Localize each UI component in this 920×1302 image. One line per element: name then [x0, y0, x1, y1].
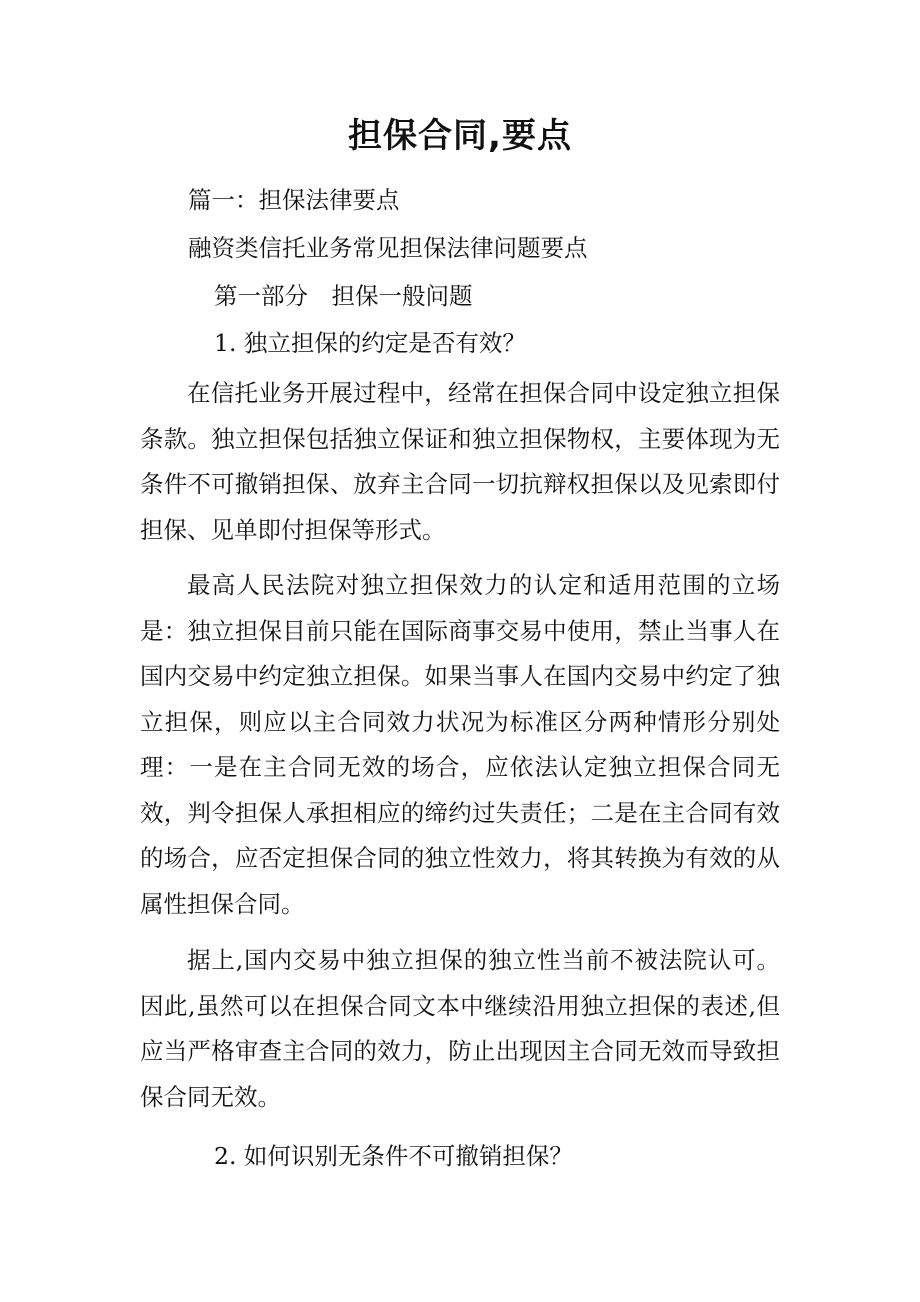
body-paragraph-2: 最高人民法院对独立担保效力的认定和适用范围的立场是：独立担保目前只能在国际商事交易中使用，禁止当事人在国内交易中约定独立担保。如果当事人在国内交易中约定了独立担保，则应以主合同效力状况为标准区分两种情形分别处理：一是在主合同无效的场合，应依法认定独立担保合同无效，判令担保人承担相应的缔约过失责任；二是在主合同有效的场合，应否定担保合同的独立性效力，将其转换为有效的从属性担保合同。: [140, 571, 780, 918]
question-heading-1: 1. 独立担保的约定是否有效？: [214, 329, 526, 357]
question-heading-2: 2. 如何识别无条件不可撤销担保？: [214, 1142, 573, 1170]
section-heading: 第一部分 担保一般问题: [214, 282, 473, 310]
body-paragraph-3: 据上,国内交易中独立担保的独立性当前不被法院认可。因此,虽然可以在担保合同文本中继续沿用独立担保的表述,但应当严格审查主合同的效力，防止出现因主合同无效而导致担保合同无效。: [140, 946, 780, 1111]
heading-part-one: 篇一：担保法律要点: [188, 186, 400, 214]
heading-topic: 融资类信托业务常见担保法律问题要点: [188, 234, 588, 262]
document-title: 担保合同,要点: [348, 116, 572, 156]
body-paragraph-1: 在信托业务开展过程中，经常在担保合同中设定独立担保条款。独立担保包括独立保证和独立担保物权，主要体现为无条件不可撤销担保、放弃主合同一切抗辩权担保以及见索即付担保、见单即付担保等形式。: [140, 379, 780, 544]
